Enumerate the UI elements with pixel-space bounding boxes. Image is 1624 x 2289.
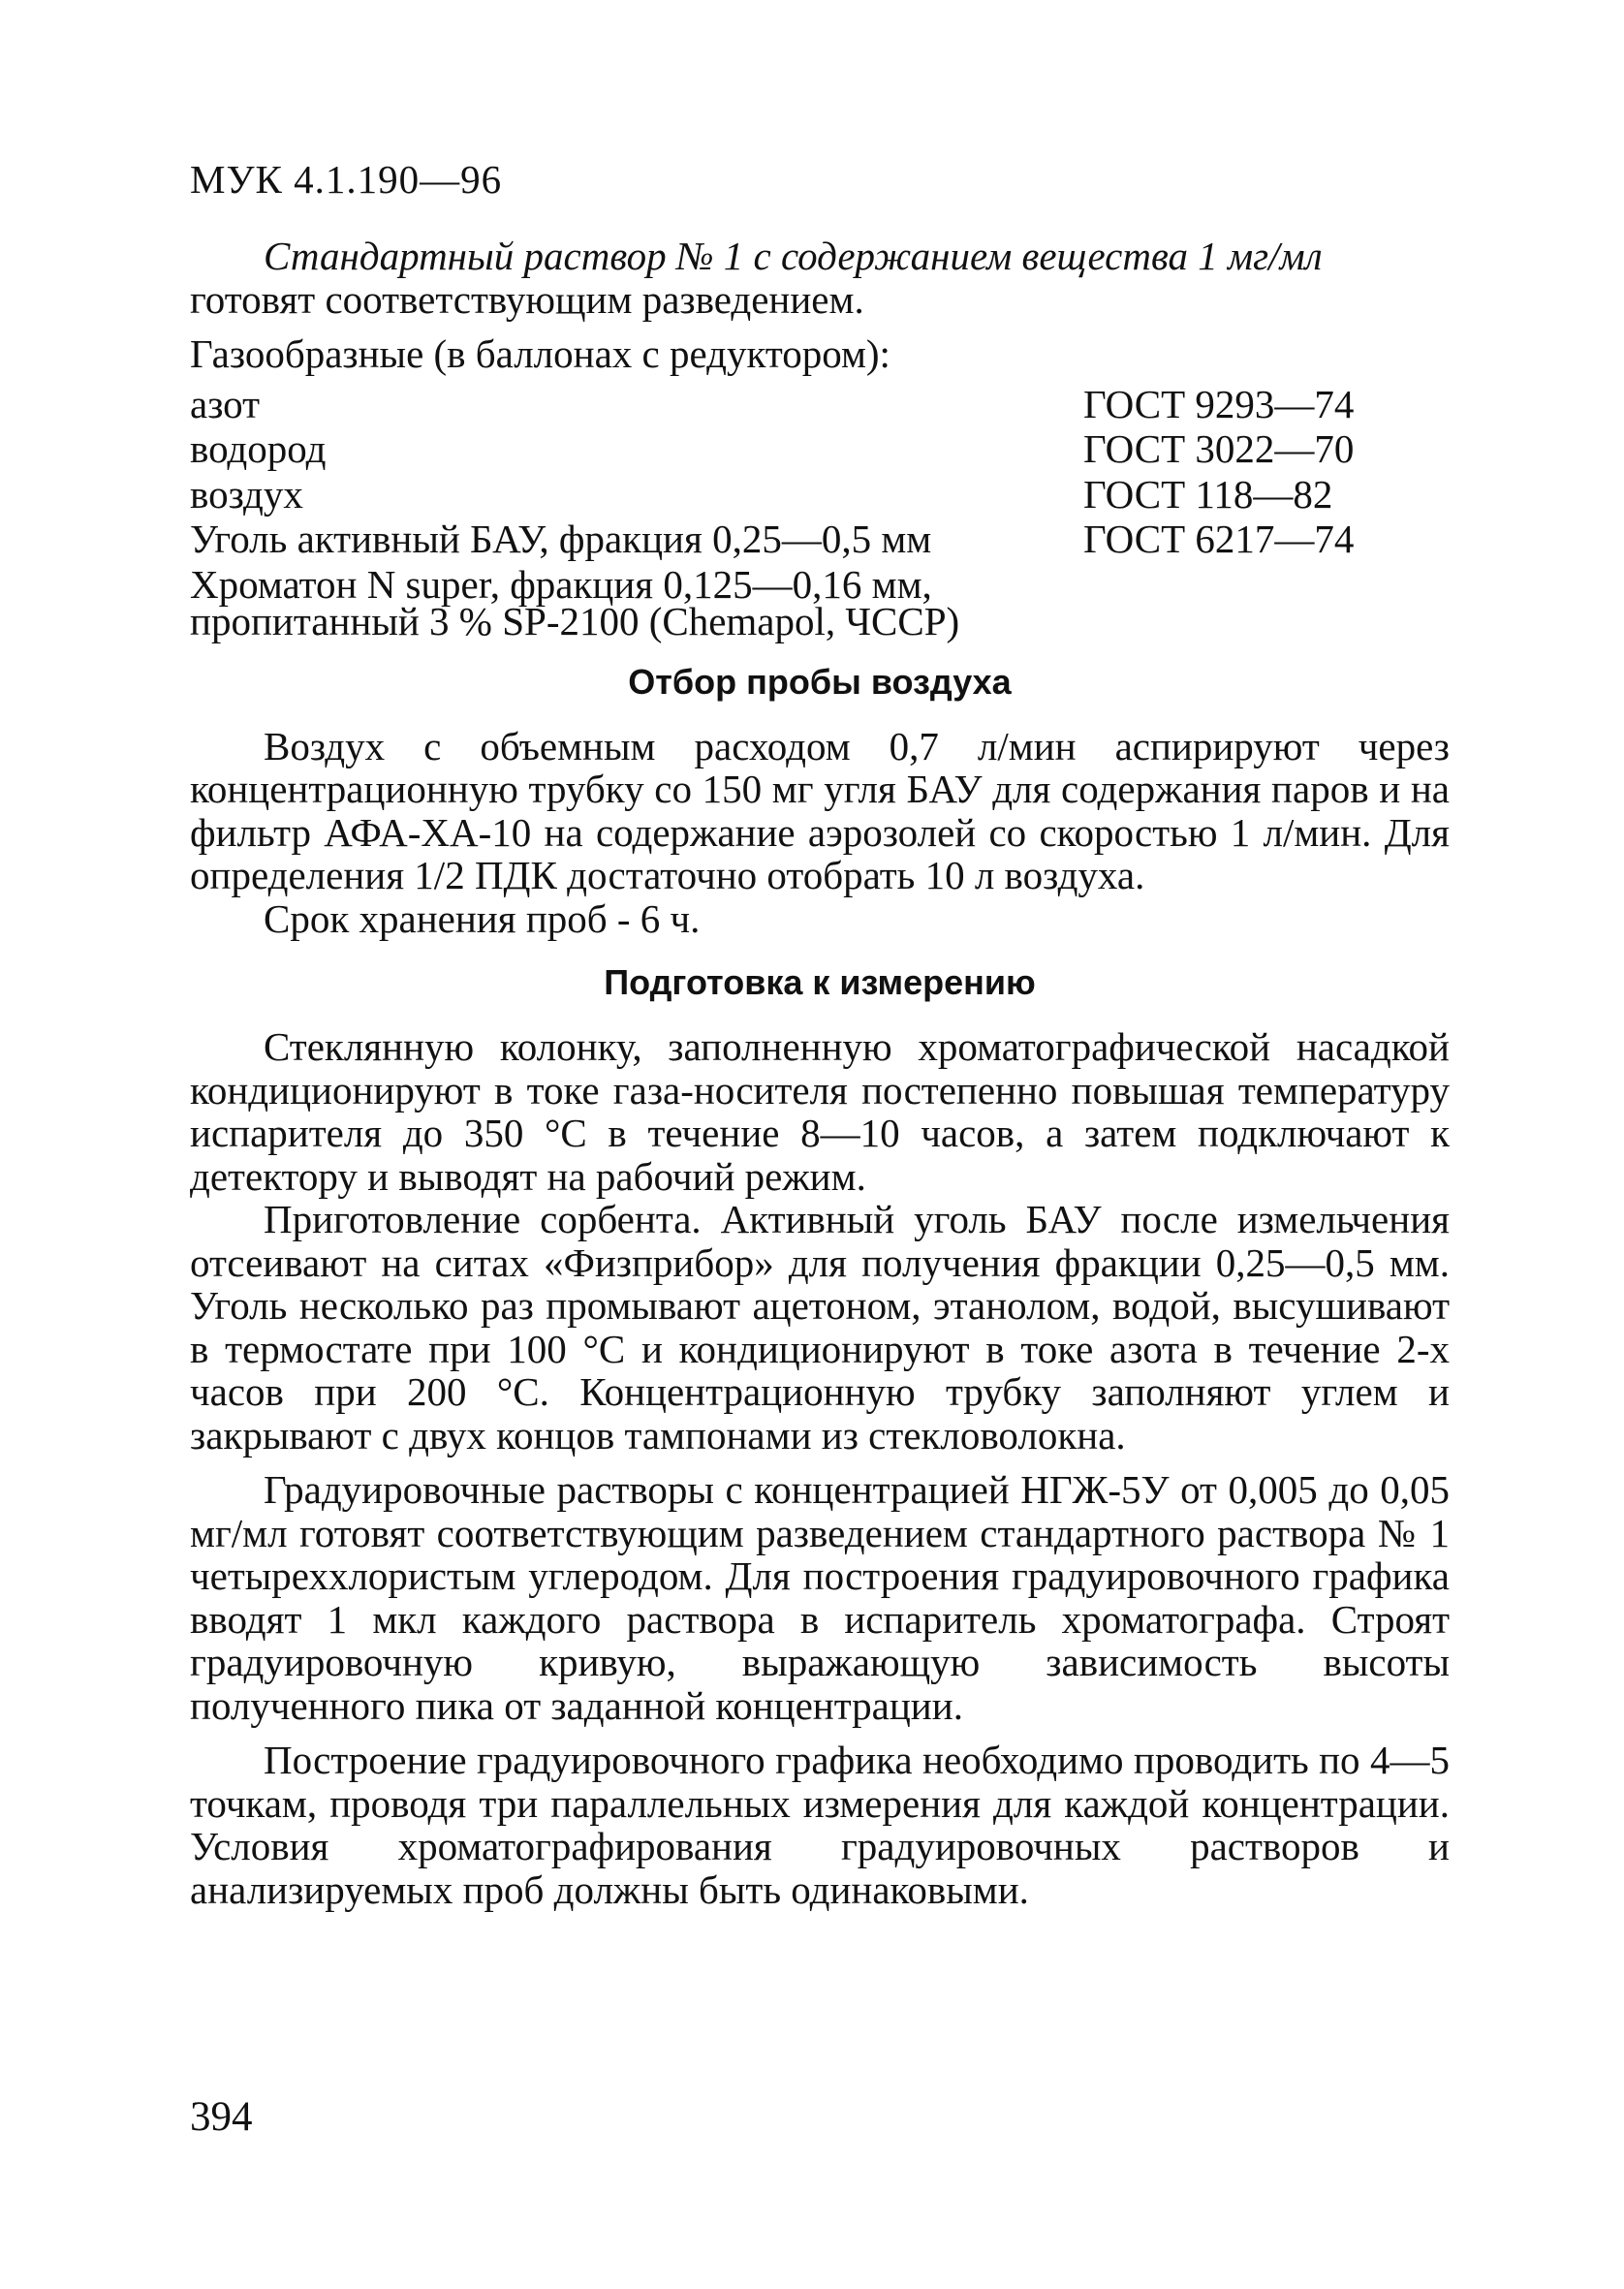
section-heading-sampling: Отбор пробы воздуха <box>628 661 1012 702</box>
preparation-paragraph: Градуировочные растворы с концентрацией НГЖ-5У от 0,005 до 0,05 мг/мл готовят соответствующим разведением стандартного раствора № 1 четыреххлористым углеродом. Для построения градуировочного графика вводят 1 мкл каждого раствора в испаритель хроматографа. Строят градуировочную кривую, выражающую зависимость высоты полученного пика от заданной концентрации. <box>190 1467 1450 1728</box>
material-name: Уголь активный БАУ, фракция 0,25—0,5 мм <box>190 517 932 561</box>
chromaton-entry <box>190 561 1450 643</box>
material-gost: ГОСТ 118—82 <box>1083 471 1333 517</box>
section-heading-preparation: Подготовка к измерению <box>604 962 1036 1002</box>
material-row <box>190 426 1391 472</box>
gases-title: Газообразные (в баллонах с редуктором): <box>190 331 890 376</box>
intro-line-2: готовят соответствующим разведением. <box>190 276 864 322</box>
running-head: МУК 4.1.190—96 <box>190 157 503 202</box>
page-number: 394 <box>190 2094 253 2140</box>
document-page <box>190 155 1450 1911</box>
material-gost: ГОСТ 6217—74 <box>1083 517 1355 561</box>
chromaton-line-2: пропитанный 3 % SP-2100 (Chemapol, ЧССР) <box>190 598 960 643</box>
material-name: воздух <box>190 471 303 517</box>
chromaton-line-1: Хроматон N super, фракция 0,125—0,16 мм, <box>190 561 932 607</box>
preparation-paragraph: Приготовление сорбента. Активный уголь БАУ после измельчения отсеивают на ситах «Физприбор» для получения фракции 0,25—0,5 мм. Уголь несколько раз промывают ацетоном, этанолом, водой, высушивают в термостате при 100 °С и кондиционируют в токе азота в течение 2-х часов при 200 °С. Концентрационную трубку заполняют углем и закрывают с двух концов тампонами из стекловолокна. <box>190 1197 1450 1458</box>
material-name: азот <box>190 381 261 426</box>
preparation-paragraph: Стеклянную колонку, заполненную хроматографической насадкой кондиционируют в токе газа-носителя постепенно повышая температуру испарителя до 350 °С в течение 8—10 часов, а затем подключают к детектору и выводят на рабочий режим. <box>190 1024 1450 1199</box>
sampling-paragraph: Воздух с объемным расходом 0,7 л/мин аспирируют через концентрационную трубку со 150 мг угля БАУ для содержания паров и на фильтр АФА-ХА-10 на содержание аэрозолей со скоростью 1 л/мин. Для определения 1/2 ПДК достаточно отобрать 10 л воздуха. <box>190 723 1450 897</box>
material-row <box>190 472 1391 517</box>
materials-list <box>190 382 1450 562</box>
material-row <box>190 382 1391 427</box>
sampling-paragraph: Срок хранения проб - 6 ч. <box>264 895 701 941</box>
material-name: водород <box>190 426 327 471</box>
preparation-paragraph: Построение градуировочного графика необходимо проводить по 4—5 точкам, проводя три параллельных измерения для каждой концентрации. Условия хроматографирования градуировочных растворов и анализируемых проб должны быть одинаковыми. <box>190 1738 1450 1912</box>
material-row <box>190 517 1391 562</box>
material-gost: ГОСТ 9293—74 <box>1083 381 1355 426</box>
intro-line-1: Стандартный раствор № 1 с содержанием вещества 1 мг/мл <box>264 234 1323 278</box>
material-gost: ГОСТ 3022—70 <box>1083 426 1355 471</box>
